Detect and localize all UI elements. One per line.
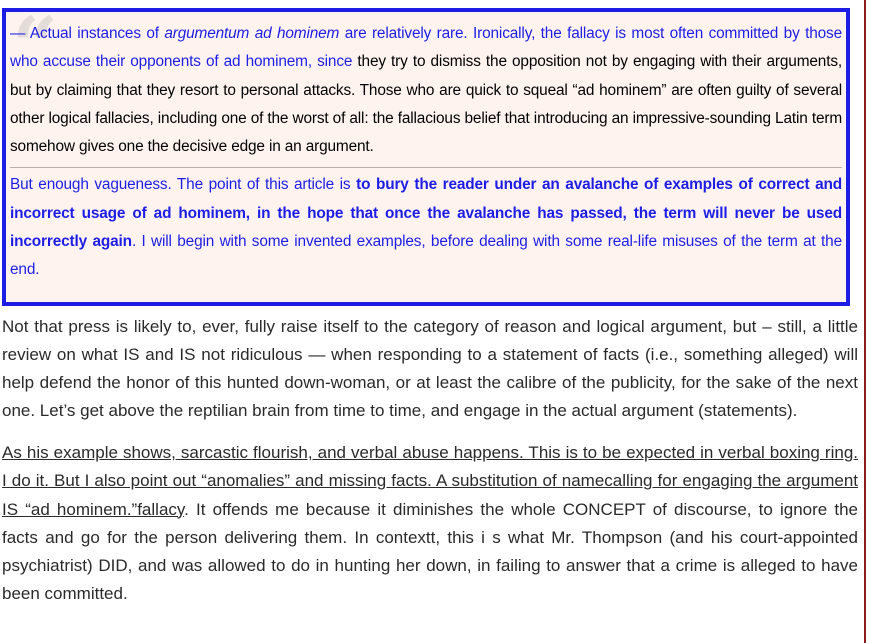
blockquote bbox=[2, 0, 850, 306]
quote-paragraph-1: — Actual instances of argumentum ad hominem are relatively rare. Ironically, the fallacy is most often committed by those who accuse their opponents of ad hominem, since they try to dismiss the opposition not by engaging with their arguments, but by claiming that they resort to personal attacks. Those who are quick to squeal “ad hominem” are often guilty of several other logical fallacies, including one of the worst of all: the fallacious belief that introducing an impressive-sounding Latin term somehow gives one the decisive edge in an argument. bbox=[10, 25, 842, 156]
quote-mark-icon: “ bbox=[12, 0, 59, 93]
underlined-passage: As his example shows, sarcastic flourish, and verbal abuse happens. This is to be expected in verbal boxing ring. I do it. But I also point out “anomalies” and missing facts. A substitution of namecalling for engaging the argument IS “ad hominem.”fallacy bbox=[2, 443, 858, 519]
quote-divider bbox=[10, 167, 842, 168]
body-paragraph-1: Not that press is likely to, ever, fully raise itself to the category of reason and logical argument, but – still, a little review on what IS and IS not ridiculous — when responding to a statement of facts (i.e., something alleged) will help defend the honor of this hunted down-woman, or at least the calibre of the publicity, for the sake of the next one. Let’s get above the reptilian brain from time to time, and engage in the actual argument (statements). bbox=[2, 317, 858, 421]
right-margin-rule bbox=[864, 0, 866, 643]
quote-paragraph-2: But enough vagueness. The point of this article is to bury the reader under an avalanche of examples of correct and incorrect usage of ad hominem, in the hope that once the avalanche has passed, the term will never be used incorrectly again. I will begin with some invented examples, before dealing with some real-life misuses of the term at the end. bbox=[10, 176, 842, 279]
body-paragraph-2: As his example shows, sarcastic flourish, and verbal abuse happens. This is to be expected in verbal boxing ring. I do it. But I also point out “anomalies” and missing facts. A substitution of namecalling for engaging the argument IS “ad hominem.”fallacy. It offends me because it diminishes the whole CONCEPT of discourse, to ignore the facts and go for the person delivering them. In contextt, this i s what Mr. Thompson (and his court-appointed psychiatrist) DID, and was allowed to do in hunting her down, in failing to answer that a crime is alleged to have been committed. bbox=[2, 443, 858, 603]
article-body bbox=[2, 313, 858, 622]
